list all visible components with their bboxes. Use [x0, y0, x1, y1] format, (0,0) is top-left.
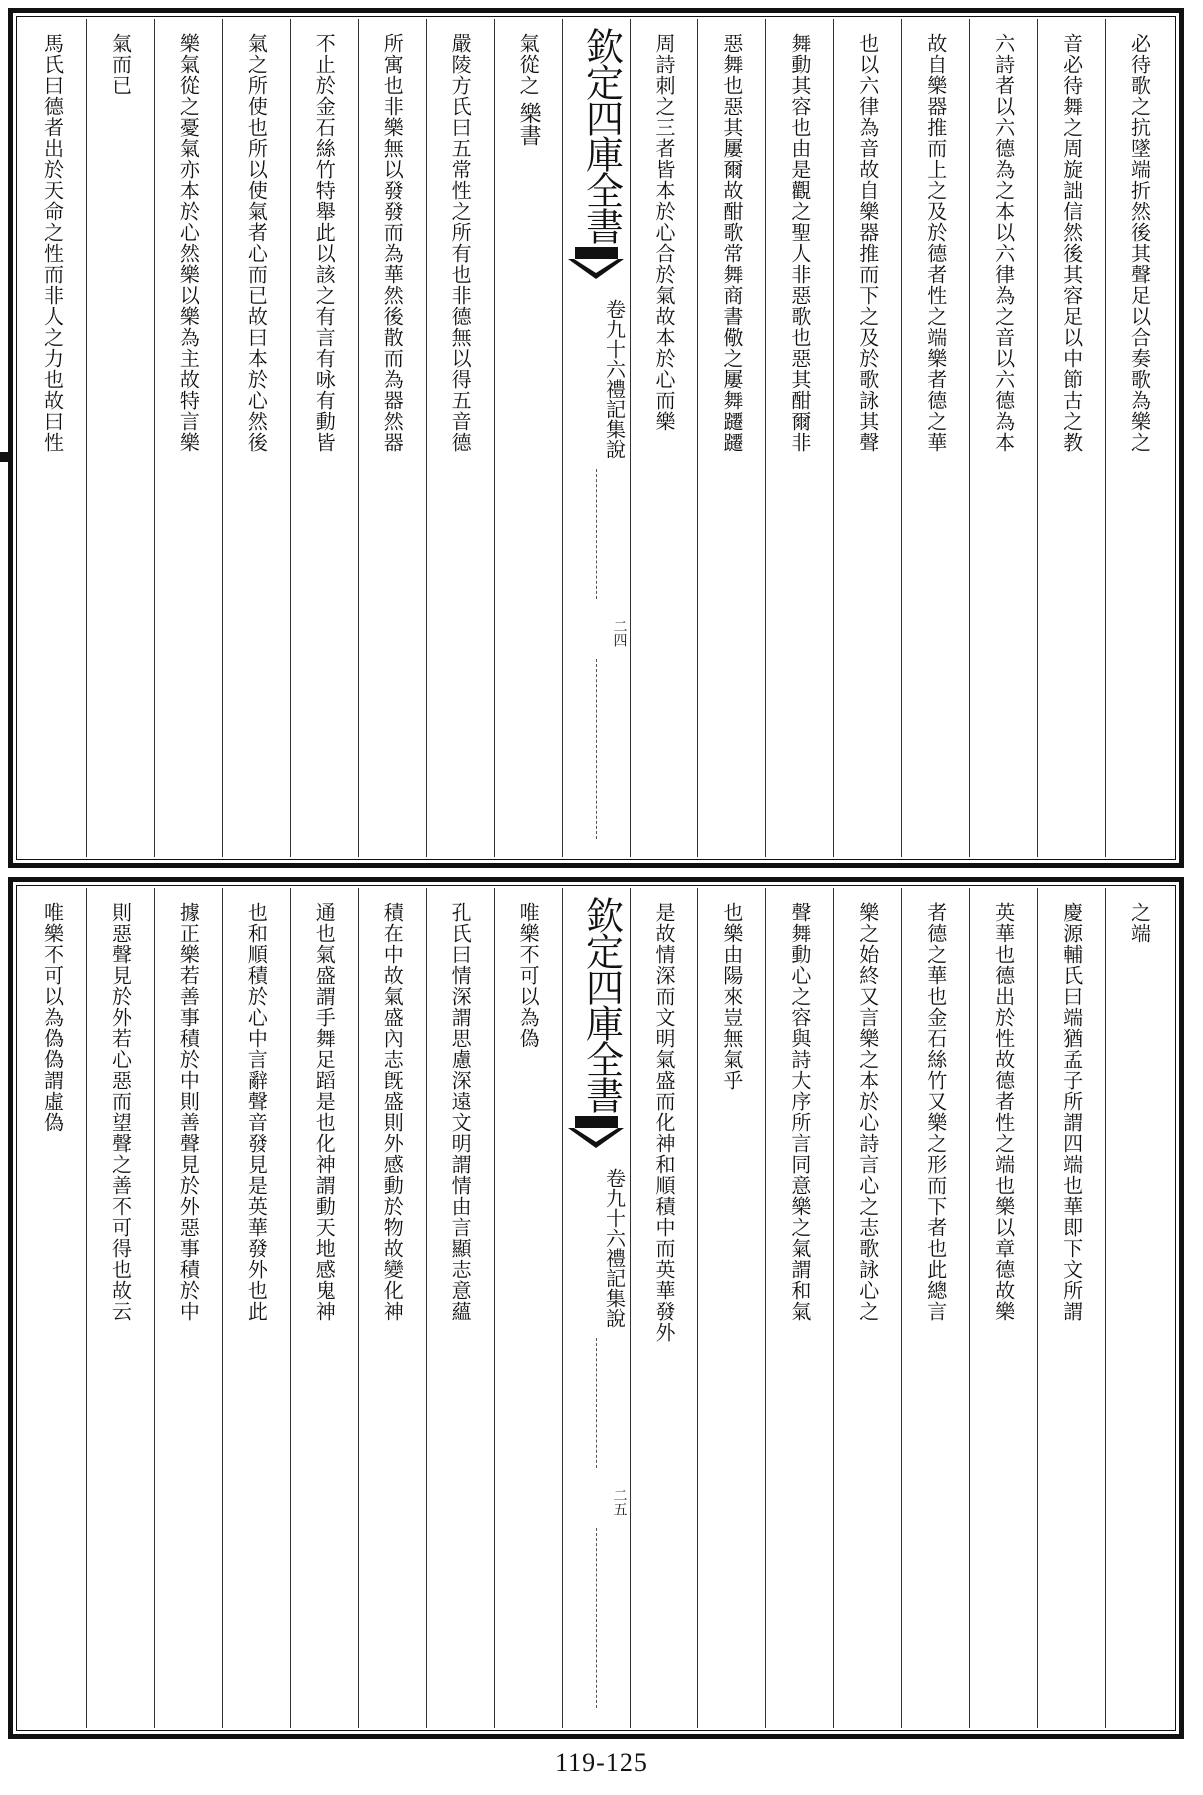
column-text — [19, 33, 86, 851]
text-column — [901, 888, 969, 1728]
fold-dashed-line — [596, 469, 598, 599]
fold-center — [563, 888, 630, 1728]
column-text — [631, 902, 698, 1722]
column-text — [1106, 33, 1173, 851]
column-main-text: 也和順積於心中言辭聲音發見是英華發外也此 — [244, 902, 269, 1322]
text-column — [358, 19, 426, 857]
column-main-text: 英華也德出於性故德者性之端也樂以章德故樂 — [991, 902, 1016, 1322]
column-text — [19, 902, 86, 1722]
column-text — [698, 902, 765, 1722]
column-main-text: 孔氏曰情深謂思慮深遠文明謂情由言顯志意蘊 — [448, 902, 473, 1322]
text-column — [290, 888, 358, 1728]
fold-title: 欽定四庫全書 — [579, 27, 624, 243]
column-text — [155, 33, 222, 851]
fold-juan-number: 卷九十六 — [602, 1168, 627, 1248]
text-column — [494, 19, 562, 857]
fold-book-name: 禮記集說 — [602, 379, 627, 459]
fold-book-title — [563, 299, 630, 459]
lower-leaf — [8, 877, 1184, 1739]
column-text — [766, 902, 833, 1722]
lower-leaf-columns — [19, 888, 1173, 1728]
column-text — [155, 902, 222, 1722]
column-main-text: 氣從之 — [516, 33, 541, 96]
column-text — [1038, 33, 1105, 851]
column-text — [766, 33, 833, 851]
text-column — [222, 888, 290, 1728]
column-text — [970, 33, 1037, 851]
text-column — [426, 888, 494, 1728]
text-column — [1037, 19, 1105, 857]
column-text — [1106, 902, 1173, 1722]
column-main-text: 不止於金石絲竹特舉此以該之有言有咏有動皆 — [312, 33, 337, 453]
text-column — [833, 888, 901, 1728]
column-main-text: 氣而已 — [108, 33, 133, 96]
column-main-text: 也樂由陽來豈無氣乎 — [719, 902, 744, 1091]
column-text — [223, 33, 290, 851]
column-main-text: 慶源輔氏曰端猶孟子所謂四端也華即下文所謂 — [1059, 902, 1084, 1322]
page-edge-mark — [0, 452, 8, 462]
text-column — [1105, 19, 1173, 857]
column-text — [87, 33, 154, 851]
column-text — [291, 33, 358, 851]
fishtail-mark-icon — [575, 1116, 618, 1152]
column-main-text: 也以六律為音故自樂器推而下之及於歌詠其聲 — [855, 33, 880, 453]
column-main-text: 樂之始終又言樂之本於心詩言心之志歌詠心之 — [855, 902, 880, 1322]
column-main-text: 音必待舞之周旋詘信然後其容足以中節古之教 — [1059, 33, 1084, 453]
fold-leaf-number: 二四 — [611, 619, 628, 647]
text-column — [222, 19, 290, 857]
column-main-text: 通也氣盛謂手舞足蹈是也化神謂動天地感鬼神 — [312, 902, 337, 1322]
column-text — [359, 902, 426, 1722]
fold-dashed-line — [596, 659, 598, 839]
column-main-text: 則惡聲見於外若心惡而望聲之善不可得也故云 — [108, 902, 133, 1322]
column-text — [970, 902, 1037, 1722]
text-column — [358, 888, 426, 1728]
text-column — [154, 888, 222, 1728]
text-column — [86, 888, 154, 1728]
column-main-text: 唯樂不可以為偽偽謂虛偽 — [40, 902, 65, 1133]
fold-book-name: 禮記集說 — [602, 1248, 627, 1328]
fold-juan-number: 卷九十六 — [602, 299, 627, 379]
fold-leaf-number: 二五 — [611, 1488, 628, 1516]
text-column — [1105, 888, 1173, 1728]
column-main-text: 惡舞也惡其屢爾故酣歌常舞商書儆之屢舞躚躚 — [719, 33, 744, 453]
text-column — [901, 19, 969, 857]
column-main-text: 嚴陵方氏曰五常性之所有也非德無以得五音德 — [448, 33, 473, 453]
column-main-text: 據正樂若善事積於中則善聲見於外惡事積於中 — [176, 902, 201, 1322]
column-main-text: 是故情深而文明氣盛而化神和順積中而英華發外 — [651, 902, 676, 1343]
column-text — [223, 902, 290, 1722]
text-column — [19, 19, 86, 857]
fold-title: 欽定四庫全書 — [579, 896, 624, 1112]
column-text — [87, 902, 154, 1722]
text-column — [765, 19, 833, 857]
upper-leaf-columns — [19, 19, 1173, 857]
column-annotation: 樂書 — [516, 102, 542, 146]
column-text — [631, 33, 698, 851]
column-main-text: 唯樂不可以為偽 — [516, 902, 541, 1049]
text-column — [494, 888, 562, 1728]
column-main-text: 之端 — [1127, 902, 1152, 944]
fold-column — [562, 888, 630, 1728]
text-column — [969, 888, 1037, 1728]
column-text — [834, 902, 901, 1722]
column-text — [698, 33, 765, 851]
column-text — [427, 33, 494, 851]
column-text — [427, 902, 494, 1722]
fold-book-title — [563, 1168, 630, 1328]
upper-leaf — [8, 8, 1184, 868]
column-main-text: 者德之華也金石絲竹又樂之形而下者也此總言 — [923, 902, 948, 1322]
column-main-text: 故自樂器推而上之及於德者性之端樂者德之華 — [923, 33, 948, 453]
column-text — [902, 33, 969, 851]
text-column — [154, 19, 222, 857]
text-column — [1037, 888, 1105, 1728]
text-column — [290, 19, 358, 857]
column-main-text: 氣之所使也所以使氣者心而已故曰本於心然後 — [244, 33, 269, 453]
column-main-text: 馬氏曰德者出於天命之性而非人之力也故曰性 — [40, 33, 65, 453]
column-main-text: 聲舞動心之容與詩大序所言同意樂之氣謂和氣 — [787, 902, 812, 1322]
fold-column — [562, 19, 630, 857]
column-text — [495, 33, 562, 851]
column-text — [902, 902, 969, 1722]
column-main-text: 所寓也非樂無以發發而為華然後散而為器然器 — [380, 33, 405, 453]
fold-dashed-line — [596, 1338, 598, 1468]
column-main-text: 舞動其容也由是觀之聖人非惡歌也惡其酣爾非 — [787, 33, 812, 453]
column-main-text: 積在中故氣盛內志旣盛則外感動於物故變化神 — [380, 902, 405, 1322]
text-column — [969, 19, 1037, 857]
text-column — [630, 888, 698, 1728]
column-text — [291, 902, 358, 1722]
column-main-text: 樂氣從之憂氣亦本於心然樂以樂為主故特言樂 — [176, 33, 201, 453]
text-column — [426, 19, 494, 857]
text-column — [833, 19, 901, 857]
text-column — [697, 19, 765, 857]
column-main-text: 必待歌之抗墜端折然後其聲足以合奏歌為樂之 — [1127, 33, 1152, 453]
column-text — [495, 902, 562, 1722]
page-number: 119-125 — [555, 1748, 648, 1777]
text-column — [697, 888, 765, 1728]
text-column — [630, 19, 698, 857]
column-text — [834, 33, 901, 851]
column-main-text: 六詩者以六德為之本以六律為之音以六德為本 — [991, 33, 1016, 453]
column-text — [1038, 902, 1105, 1722]
fold-center — [563, 19, 630, 857]
text-column — [86, 19, 154, 857]
fold-dashed-line — [596, 1528, 598, 1708]
fishtail-mark-icon — [575, 247, 618, 283]
column-main-text: 周詩刺之三者皆本於心合於氣故本於心而樂 — [651, 33, 676, 432]
text-column — [19, 888, 86, 1728]
text-column — [765, 888, 833, 1728]
column-text — [359, 33, 426, 851]
